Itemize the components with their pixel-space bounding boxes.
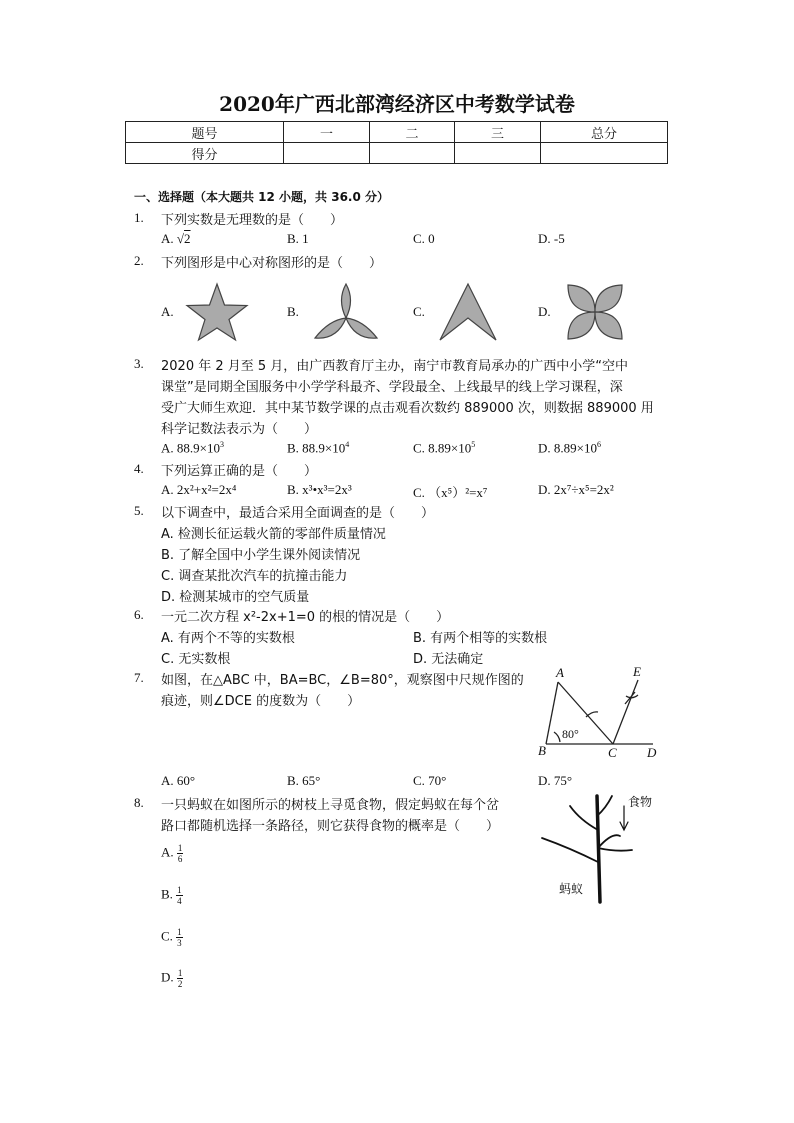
- option-b: B.: [287, 304, 299, 319]
- fraction: [177, 968, 184, 989]
- question-number: 6.: [134, 607, 144, 622]
- fraction: [177, 843, 184, 864]
- numerator: 1: [177, 843, 183, 853]
- option-label: D.: [161, 969, 174, 985]
- score-header-cell: 二: [370, 122, 455, 143]
- option-a: A. 检测长征运载火箭的零部件质量情况: [161, 527, 386, 542]
- question-stem: 下列运算正确的是（ ）: [161, 464, 318, 479]
- question-stem-line: 2020 年 2 月至 5 月，由广西教育厅主办，南宁市教育局承办的广西中小学“空中: [161, 359, 629, 374]
- option-a: [161, 843, 183, 864]
- tree-branch: [598, 848, 632, 851]
- triangle-construction-figure: [530, 662, 665, 762]
- option-text: C. 8.89×10: [413, 440, 472, 456]
- vertex-label-d: D: [647, 745, 657, 760]
- denominator: 4: [177, 896, 182, 906]
- option-a: [161, 231, 191, 247]
- option-d: [161, 968, 183, 989]
- question-stem-line: 痕迹，则∠DCE 的度数为（ ）: [161, 694, 361, 709]
- angle-arc: [554, 732, 560, 742]
- question-stem: 一元二次方程 x²-2x+1=0 的根的情况是（ ）: [161, 610, 450, 625]
- option-b: B. 有两个相等的实数根: [413, 631, 548, 646]
- fraction: [176, 885, 183, 906]
- question-stem: 以下调查中，最适合采用全面调查的是（ ）: [161, 506, 435, 521]
- option-c: C. 70°: [413, 773, 447, 788]
- option-text: D. 8.89×10: [538, 440, 597, 456]
- tree-branch: [598, 835, 620, 848]
- denominator: 6: [177, 854, 183, 864]
- vertex-label-e: E: [633, 664, 641, 679]
- vertex-label-b: B: [538, 743, 546, 758]
- option-d: D. 75°: [538, 773, 573, 788]
- option-exponent: 6: [596, 440, 601, 449]
- option-d: D. -5: [538, 231, 565, 246]
- option-c: C. 0: [413, 231, 435, 246]
- four-petal-shape-icon: [564, 282, 626, 342]
- option-c: C. 无实数根: [161, 652, 231, 667]
- option-d: D. 检测某城市的空气质量: [161, 590, 310, 605]
- option-c: [161, 927, 183, 948]
- option-text: A. 88.9×10: [161, 440, 220, 456]
- option-d: D. 无法确定: [413, 652, 484, 667]
- question-stem-line: 科学记数法表示为（ ）: [161, 422, 318, 437]
- question-stem-line: 一只蚂蚁在如图所示的树枝上寻觅食物，假定蚂蚁在每个岔: [161, 798, 500, 813]
- option-b: B. x³•x³=2x³: [287, 482, 352, 497]
- option-d: [538, 440, 601, 456]
- score-header-cell: 三: [455, 122, 541, 143]
- option-exponent: 5: [471, 440, 476, 449]
- score-table: [125, 121, 668, 164]
- score-header-cell: 题号: [126, 122, 284, 143]
- question-number: 7.: [134, 670, 144, 685]
- question-number: 2.: [134, 253, 144, 268]
- option-a: [161, 440, 224, 456]
- ant-label: 蚂蚁: [559, 882, 584, 896]
- question-stem: 下列实数是无理数的是（ ）: [161, 213, 344, 228]
- ray-ce: [613, 680, 638, 744]
- option-b: B. 1: [287, 231, 309, 246]
- question-stem-line: 受广大师生欢迎．其中某节数学课的点击观看次数约 889000 次，则数据 889000 用: [161, 401, 654, 416]
- numerator: 1: [177, 885, 182, 895]
- denominator: 2: [177, 979, 183, 989]
- question-stem-line: 如图，在△ABC 中，BA=BC，∠B=80°，观察图中尺规作图的: [161, 673, 524, 688]
- denominator: 3: [177, 938, 182, 948]
- fraction: [176, 927, 183, 948]
- star-shape-icon: [185, 282, 249, 342]
- option-a: A. 2x²+x²=2x⁴: [161, 482, 237, 497]
- option-exponent: 4: [345, 440, 350, 449]
- tree-branch: [542, 838, 598, 862]
- vertex-label-a: A: [556, 665, 564, 680]
- score-cell: [284, 143, 370, 164]
- option-a: A.: [161, 304, 174, 319]
- question-stem-line: 课堂”是同期全国服务中小学学科最齐、学段最全、上线最早的线上学习课程，深: [161, 380, 623, 395]
- question-number: 5.: [134, 503, 144, 518]
- score-table-row: [126, 143, 668, 164]
- score-cell: [455, 143, 541, 164]
- numerator: 1: [177, 927, 182, 937]
- tree-branch: [570, 806, 598, 830]
- score-table-header-row: [126, 122, 668, 143]
- numerator: 1: [177, 968, 183, 978]
- option-b: [287, 440, 349, 456]
- score-cell: [370, 143, 455, 164]
- option-label: A.: [161, 844, 174, 860]
- arrowhead-shape-icon: [438, 282, 498, 342]
- score-header-cell: 一: [284, 122, 370, 143]
- section-heading: 一、选择题（本大题共 12 小题，共 36.0 分）: [134, 190, 390, 204]
- option-text: B. 88.9×10: [287, 440, 346, 456]
- question-number: 8.: [134, 795, 144, 810]
- question-number: 1.: [134, 210, 144, 225]
- page-title: 2020年广西北部湾经济区中考数学试卷: [219, 92, 575, 116]
- sqrt-icon: √: [176, 231, 185, 246]
- option-a: A. 有两个不等的实数根: [161, 631, 295, 646]
- option-label: C.: [161, 928, 173, 944]
- tree-branch-figure: [540, 790, 665, 905]
- option-label: A.: [161, 231, 174, 246]
- option-c: C. （x⁵）²=x⁷: [413, 485, 488, 500]
- option-b: B. 了解全国中小学生课外阅读情况: [161, 548, 361, 563]
- vertex-label-c: C: [608, 745, 617, 760]
- score-row-label: 得分: [126, 143, 284, 164]
- option-a: A. 60°: [161, 773, 196, 788]
- question-number: 3.: [134, 356, 144, 371]
- option-value: 2: [184, 231, 191, 246]
- option-label: B.: [161, 886, 173, 902]
- question-number: 4.: [134, 461, 144, 476]
- question-stem: 下列图形是中心对称图形的是（ ）: [161, 256, 383, 271]
- score-header-cell: 总分: [541, 122, 668, 143]
- food-label: 食物: [628, 795, 653, 809]
- score-cell: [541, 143, 668, 164]
- option-d: D. 2x⁷÷x⁵=2x²: [538, 482, 614, 497]
- option-d: D.: [538, 304, 551, 319]
- option-c: C. 调查某批次汽车的抗撞击能力: [161, 569, 348, 584]
- angle-label: 80°: [562, 727, 579, 741]
- question-stem-line: 路口都随机选择一条路径，则它获得食物的概率是（ ）: [161, 819, 500, 834]
- option-exponent: 3: [219, 440, 224, 449]
- three-petal-shape-icon: [313, 282, 379, 342]
- tree-branch: [597, 796, 612, 816]
- option-b: B. 65°: [287, 773, 321, 788]
- option-c: C.: [413, 304, 425, 319]
- option-c: [413, 440, 475, 456]
- option-b: [161, 885, 183, 906]
